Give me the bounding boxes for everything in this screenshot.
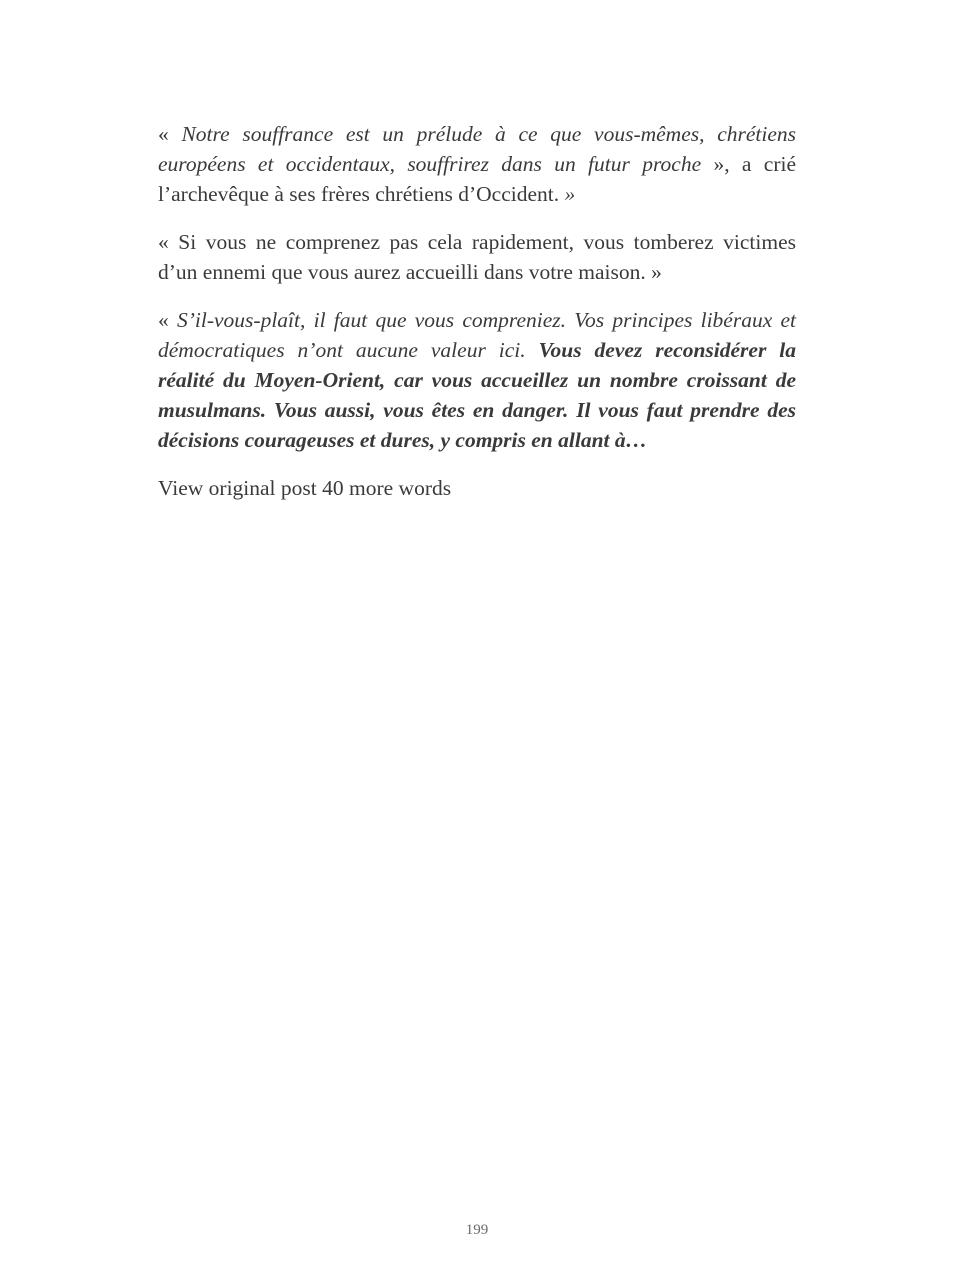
italic-quote-text: Notre souffrance est un prélude à ce que vous-mêmes, chrétiens européens et occidentaux, souffrirez dans un futur proche xyxy=(158,122,797,176)
bold-italic-quote-text: Vous devez reconsidérer la réalité du Moyen-Orient, car vous accueillez un nombre croissant de musulmans. Vous aussi, vous êtes en danger. Il vous faut prendre des décisions courageuses et dures, y compris en allant à… xyxy=(158,338,796,452)
open-quote: « xyxy=(158,308,177,332)
italic-quote-text: S’il-vous-plaît, il faut que vous compreniez. Vos principes libéraux et démocratiques n’ont aucune valeur ici. xyxy=(158,308,797,362)
quote-paragraph-2: « Si vous ne comprenez pas cela rapidement, vous tomberez victimes d’un ennemi que vous aurez accueilli dans votre maison. » xyxy=(158,230,796,284)
page-number: 199 xyxy=(465,1222,489,1238)
quote-paragraph-1 xyxy=(158,119,796,209)
view-original-post-link[interactable]: View original post 40 more words xyxy=(158,476,452,500)
article-excerpt xyxy=(158,119,796,503)
attribution-text: », a crié l’archevêque à ses frères chrétiens d’Occident. xyxy=(158,152,797,206)
quote-paragraph-3 xyxy=(158,305,796,455)
close-quote: » xyxy=(564,182,576,206)
open-quote: « xyxy=(158,122,182,146)
